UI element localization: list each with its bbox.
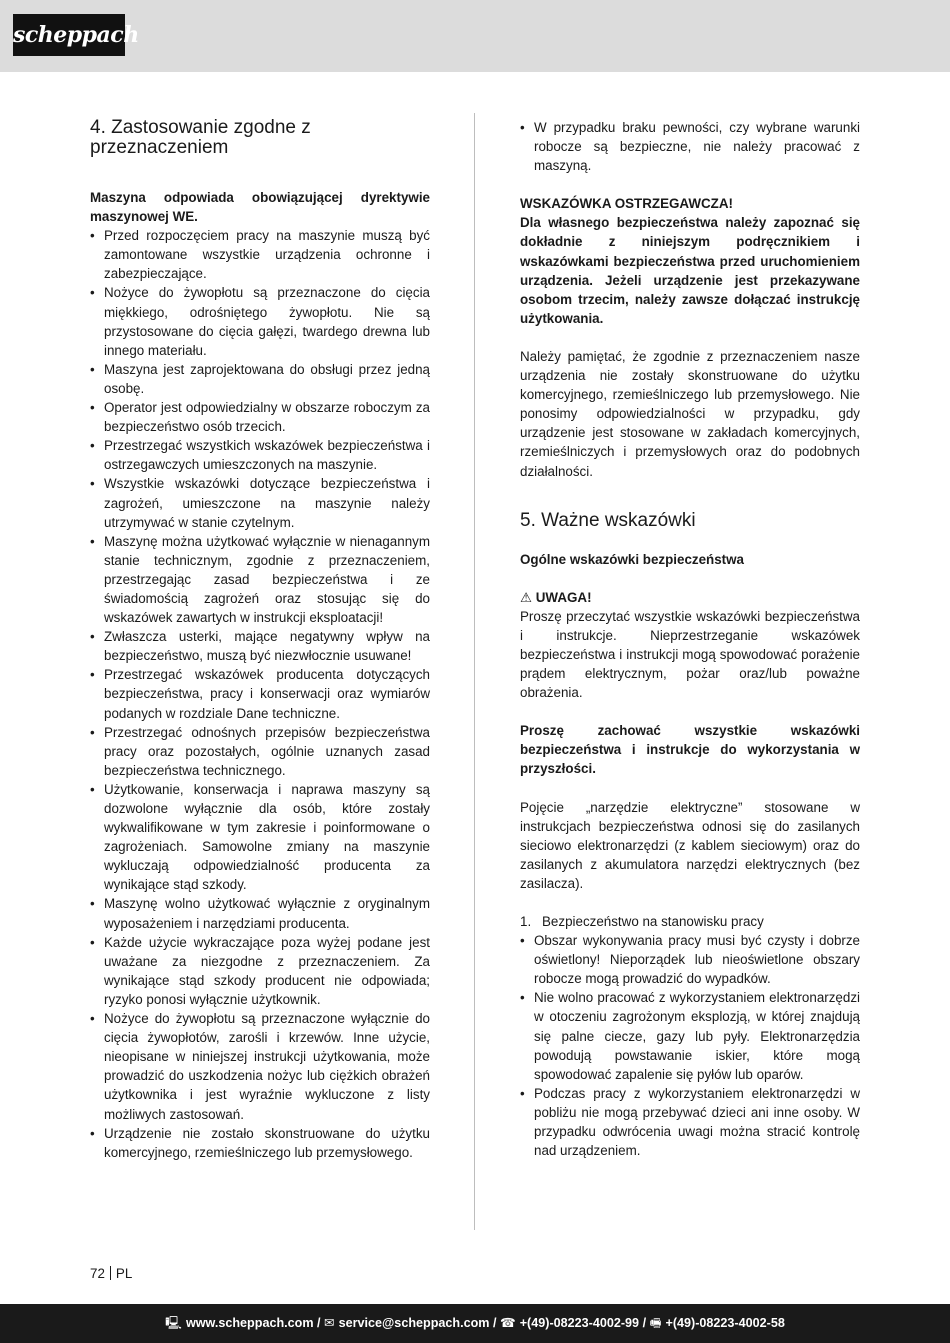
footer-email[interactable]: service@scheppach.com xyxy=(338,1316,490,1330)
keep-instructions-text: Proszę zachować wszystkie wskazówki bezpieczeństwa i instrukcje do wykorzystania w przyszłości. xyxy=(520,723,860,777)
footer-phone: +(49)-08223-4002-99 xyxy=(519,1316,640,1330)
list-item: • Maszynę wolno użytkować wyłącznie z oryginalnym wyposażeniem i narzędziami producenta. xyxy=(90,894,430,932)
list-item: • Podczas pracy z wykorzystaniem elektronarzędzi w pobliżu nie mogą przebywać dzieci ani inne osoby. W przypadku odwrócenia uwagi można stracić kontrolę nad urządzeniem. xyxy=(520,1084,860,1160)
general-safety-heading: Ogólne wskazówki bezpieczeństwa xyxy=(520,551,744,567)
workplace-safety-title: Bezpieczeństwo na stanowisku pracy xyxy=(542,914,764,929)
mail-icon: ✉ xyxy=(324,1316,335,1330)
attention-heading xyxy=(520,588,860,607)
attention-text: Proszę przeczytać wszystkie wskazówki bezpieczeństwa i instrukcje. Nieprzestrzeganie wskazówek bezpieczeństwa i instrukcji mogą spowodować porażenie prądem elektrycznym, pożar oraz/lub poważne obrażenia. xyxy=(520,608,860,701)
list-item: • Przestrzegać odnośnych przepisów bezpieczeństwa pracy oraz pozostałych, ogólnie uznanych zasad bezpieczeństwa technicznego. xyxy=(90,723,430,780)
list-item: • Przestrzegać wszystkich wskazówek bezpieczeństwa i ostrzegawczych umieszczonych na maszynie. xyxy=(90,436,430,474)
footer-website[interactable]: www.scheppach.com xyxy=(185,1316,314,1330)
column-divider xyxy=(474,113,475,1230)
attention-label: UWAGA! xyxy=(535,589,592,605)
left-column xyxy=(90,118,430,1162)
page-header xyxy=(0,0,950,72)
warning-heading: WSKAZÓWKA OSTRZEGAWCZA! xyxy=(520,196,733,212)
page-number xyxy=(90,1265,132,1283)
liability-note: Należy pamiętać, że zgodnie z przeznaczeniem nasze urządzenia nie zostały skonstruowane do użytku komercyjnego, rzemieślniczego lub przemysłowego. Nie ponosimy odpowiedzialności w przypadku, gdy urządzenie jest stosowane w zakładach komercyjnych, rzemieślniczych i przemysłowych oraz do podobnych działalności. xyxy=(520,348,860,479)
phone-icon: ☎ xyxy=(500,1316,516,1330)
intended-use-list xyxy=(90,226,430,1162)
page-number-value: 72 xyxy=(90,1266,105,1281)
list-item: • Obszar wykonywania pracy musi być czysty i dobrze oświetlony! Nieporządek lub nieoświetlone obszary robocze mogą prowadzić do wypadków. xyxy=(520,931,860,988)
page-footer xyxy=(0,1304,950,1343)
workplace-safety-list xyxy=(520,931,860,1160)
list-item: • Nie wolno pracować z wykorzystaniem elektronarzędzi w otoczeniu zagrożonym eksplozją, w której znajdują się palne ciecze, gazy lub pyły. Elektronarzędzia powodują powstawanie iskier, które mogą spowodować zapalenie się pyłów lub oparów. xyxy=(520,988,860,1083)
list-item: • Przed rozpoczęciem pracy na maszynie muszą być zamontowane wszystkie urządzenia ochronne i zabezpieczające. xyxy=(90,226,430,283)
list-item: • Zwłaszcza usterki, mające negatywny wpływ na bezpieczeństwo, muszą być niezwłocznie usuwane! xyxy=(90,627,430,665)
list-item: • Nożyce do żywopłotu są przeznaczone do cięcia miękkiego, odrośniętego żywopłotu. Nie są przystosowane do cięcia gałęzi, twardego drewna lub innego materiału. xyxy=(90,283,430,359)
list-item: • Każde użycie wykraczające poza wyżej podane jest uważane za niezgodne z przeznaczeniem. Za wynikające stąd szkody producent nie odpowiada; ryzyko ponosi wyłącznie użytkownik. xyxy=(90,933,430,1009)
page-number-separator xyxy=(110,1266,111,1280)
workplace-safety-number: 1. xyxy=(520,914,532,929)
list-item: • Wszystkie wskazówki dotyczące bezpieczeństwa i zagrożeń, umieszczone na maszynie należy utrzymywać w stanie czytelnym. xyxy=(90,474,430,531)
page-language: PL xyxy=(115,1266,133,1281)
list-item: • W przypadku braku pewności, czy wybrane warunki robocze są bezpieczne, nie należy pracować z maszyną. xyxy=(520,118,860,175)
footer-separator: / xyxy=(489,1316,500,1330)
fax-icon: 🖷 xyxy=(649,1316,662,1330)
warning-triangle-icon: ⚠ xyxy=(520,589,533,605)
continued-list xyxy=(520,118,860,175)
section-4-title: 4. Zastosowanie zgodne z przeznaczeniem xyxy=(90,117,311,158)
power-tool-definition: Pojęcie „narzędzie elektryczne” stosowane w instrukcjach bezpieczeństwa odnosi się do zasilanych sieciowo elektronarzędzi (z kablem sieciowym) oraz do zasilanych z akumulatora narzędzi elektrycznych (bez zasilacza). xyxy=(520,799,860,891)
warning-text: Dla własnego bezpieczeństwa należy zapoznać się dokładnie z niniejszym podręcznikiem i wskazówkami bezpieczeństwa przed uruchomieniem urządzenia. Jeżeli urządzenie jest przekazywane osobom trzecim, należy zawsze dołączać instrukcję użytkowania. xyxy=(520,215,860,326)
workplace-safety-heading xyxy=(520,912,860,931)
computer-icon: 🖳 xyxy=(165,1316,182,1330)
list-item: • Urządzenie nie zostało skonstruowane do użytku komercyjnego, rzemieślniczego lub przemysłowego. xyxy=(90,1124,430,1162)
list-item: • Maszyna jest zaprojektowana do obsługi przez jedną osobę. xyxy=(90,360,430,398)
scheppach-logo: scheppach xyxy=(13,14,125,56)
footer-fax: +(49)-08223-4002-58 xyxy=(665,1316,785,1330)
footer-separator: / xyxy=(639,1316,650,1330)
list-item: • Przestrzegać wskazówek producenta dotyczących bezpieczeństwa, pracy i konserwacji oraz wymiarów podanych w rozdziale Dane techniczne. xyxy=(90,665,430,722)
section-5-title: 5. Ważne wskazówki xyxy=(520,509,696,531)
directive-intro: Maszyna odpowiada obowiązującej dyrektywie maszynowej WE. xyxy=(90,190,430,225)
footer-separator: / xyxy=(313,1316,325,1330)
list-item: • Operator jest odpowiedzialny w obszarze roboczym za bezpieczeństwo osób trzecich. xyxy=(90,398,430,436)
right-column xyxy=(520,118,860,1160)
list-item: • Nożyce do żywopłotu są przeznaczone wyłącznie do cięcia żywopłotów, zarośli i krzewów. Inne użycie, nieopisane w niniejszej instrukcji użytkowania, może prowadzić do uszkodzenia nożyc lub ciężkich obrażeń użytkownika i jest wyraźnie wykluczone z listy możliwych zastosowań. xyxy=(90,1009,430,1124)
list-item: • Maszynę można użytkować wyłącznie w nienagannym stanie technicznym, zgodnie z przeznaczeniem, przestrzegając zasad bezpieczeństwa i ze świadomością zagrożeń oraz stosując się do wskazówek zawartych w instrukcji eksploatacji! xyxy=(90,532,430,627)
list-item: • Użytkowanie, konserwacja i naprawa maszyny są dozwolone wyłącznie dla osób, które zostały wykwalifikowane w tym zakresie i poinformowane o zagrożeniach. Samowolne zmiany na maszynie wykluczają odpowiedzialność producenta za wynikające stąd szkody. xyxy=(90,780,430,895)
